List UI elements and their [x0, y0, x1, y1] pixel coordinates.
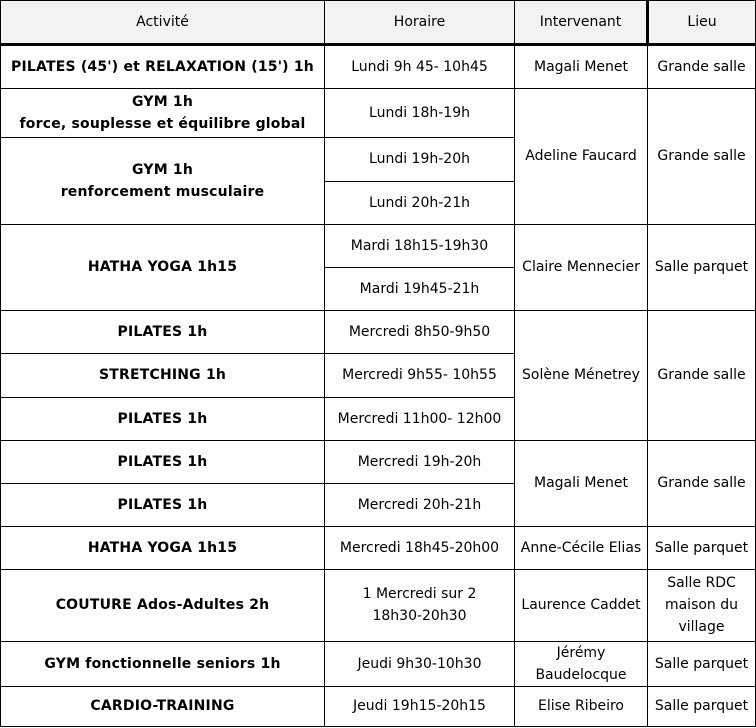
table-row — [1, 224, 756, 267]
schedule-cell: Mercredi 19h-20h — [325, 440, 515, 483]
schedule-cell: Lundi 19h-20h — [325, 138, 515, 181]
header-lieu: Lieu — [648, 1, 756, 45]
schedule-cell: Lundi 20h-21h — [325, 181, 515, 224]
table-row — [1, 89, 756, 138]
activity-cell: CARDIO-TRAINING — [1, 686, 325, 726]
activity-cell — [1, 89, 325, 138]
activity-cell: PILATES 1h — [1, 440, 325, 483]
location-cell: Salle parquet — [648, 686, 756, 726]
location-cell: Salle parquet — [648, 641, 756, 686]
header-activite: Activité — [1, 1, 325, 45]
header-horaire: Horaire — [325, 1, 515, 45]
activity-subtitle: force, souplesse et équilibre global — [19, 116, 306, 133]
activity-cell: HATHA YOGA 1h15 — [1, 224, 325, 310]
activity-cell — [1, 138, 325, 224]
instructor-last-name: Baudelocque — [535, 666, 627, 683]
activity-title: GYM 1h — [131, 162, 194, 179]
activity-cell: GYM fonctionnelle seniors 1h — [1, 641, 325, 686]
instructor-cell: Anne-Cécile Elias — [515, 527, 648, 570]
schedule-frequency: 1 Mercredi sur 2 — [362, 586, 477, 603]
location-line: Salle RDC — [667, 575, 736, 592]
instructor-first-name: Jérémy — [556, 644, 606, 661]
schedule-cell: Mercredi 11h00- 12h00 — [325, 397, 515, 440]
location-line: maison du — [664, 597, 739, 614]
instructor-cell: Elise Ribeiro — [515, 686, 648, 726]
instructor-cell: Adeline Faucard — [515, 89, 648, 225]
location-cell: Salle parquet — [648, 224, 756, 310]
table-row — [1, 311, 756, 354]
schedule-cell: Mardi 18h15-19h30 — [325, 224, 515, 267]
location-cell: Grande salle — [648, 45, 756, 89]
instructor-cell — [515, 641, 648, 686]
activity-cell: PILATES 1h — [1, 397, 325, 440]
schedule-cell: Lundi 18h-19h — [325, 89, 515, 138]
schedule-hours: 18h30-20h30 — [372, 608, 467, 625]
activity-cell: PILATES 1h — [1, 311, 325, 354]
location-cell: Grande salle — [648, 311, 756, 441]
schedule-cell: Mercredi 20h-21h — [325, 483, 515, 526]
schedule-cell: Lundi 9h 45- 10h45 — [325, 45, 515, 89]
activity-cell: HATHA YOGA 1h15 — [1, 527, 325, 570]
activity-cell: COUTURE Ados-Adultes 2h — [1, 570, 325, 641]
instructor-cell: Magali Menet — [515, 45, 648, 89]
location-cell: Grande salle — [648, 89, 756, 225]
location-cell: Salle parquet — [648, 527, 756, 570]
schedule-cell — [325, 570, 515, 641]
schedule-cell: Mardi 19h45-21h — [325, 267, 515, 310]
instructor-cell: Laurence Caddet — [515, 570, 648, 641]
header-intervenant: Intervenant — [515, 1, 648, 45]
activity-title: GYM 1h — [131, 94, 194, 111]
table-row — [1, 570, 756, 641]
location-line: village — [678, 619, 725, 636]
instructor-cell: Claire Mennecier — [515, 224, 648, 310]
schedule-cell: Mercredi 8h50-9h50 — [325, 311, 515, 354]
activity-cell: PILATES (45') et RELAXATION (15') 1h — [1, 45, 325, 89]
table-row — [1, 641, 756, 686]
instructor-cell: Magali Menet — [515, 440, 648, 526]
schedule-cell: Mercredi 9h55- 10h55 — [325, 354, 515, 397]
activity-cell: PILATES 1h — [1, 483, 325, 526]
activity-cell: STRETCHING 1h — [1, 354, 325, 397]
schedule-cell: Mercredi 18h45-20h00 — [325, 527, 515, 570]
table-row — [1, 45, 756, 89]
schedule-cell: Jeudi 9h30-10h30 — [325, 641, 515, 686]
header-row — [1, 1, 756, 45]
activity-subtitle: renforcement musculaire — [60, 184, 265, 201]
location-cell: Grande salle — [648, 440, 756, 526]
schedule-cell: Jeudi 19h15-20h15 — [325, 686, 515, 726]
location-cell — [648, 570, 756, 641]
instructor-cell: Solène Ménetrey — [515, 311, 648, 441]
table-row — [1, 686, 756, 726]
table-row — [1, 527, 756, 570]
table-row — [1, 440, 756, 483]
